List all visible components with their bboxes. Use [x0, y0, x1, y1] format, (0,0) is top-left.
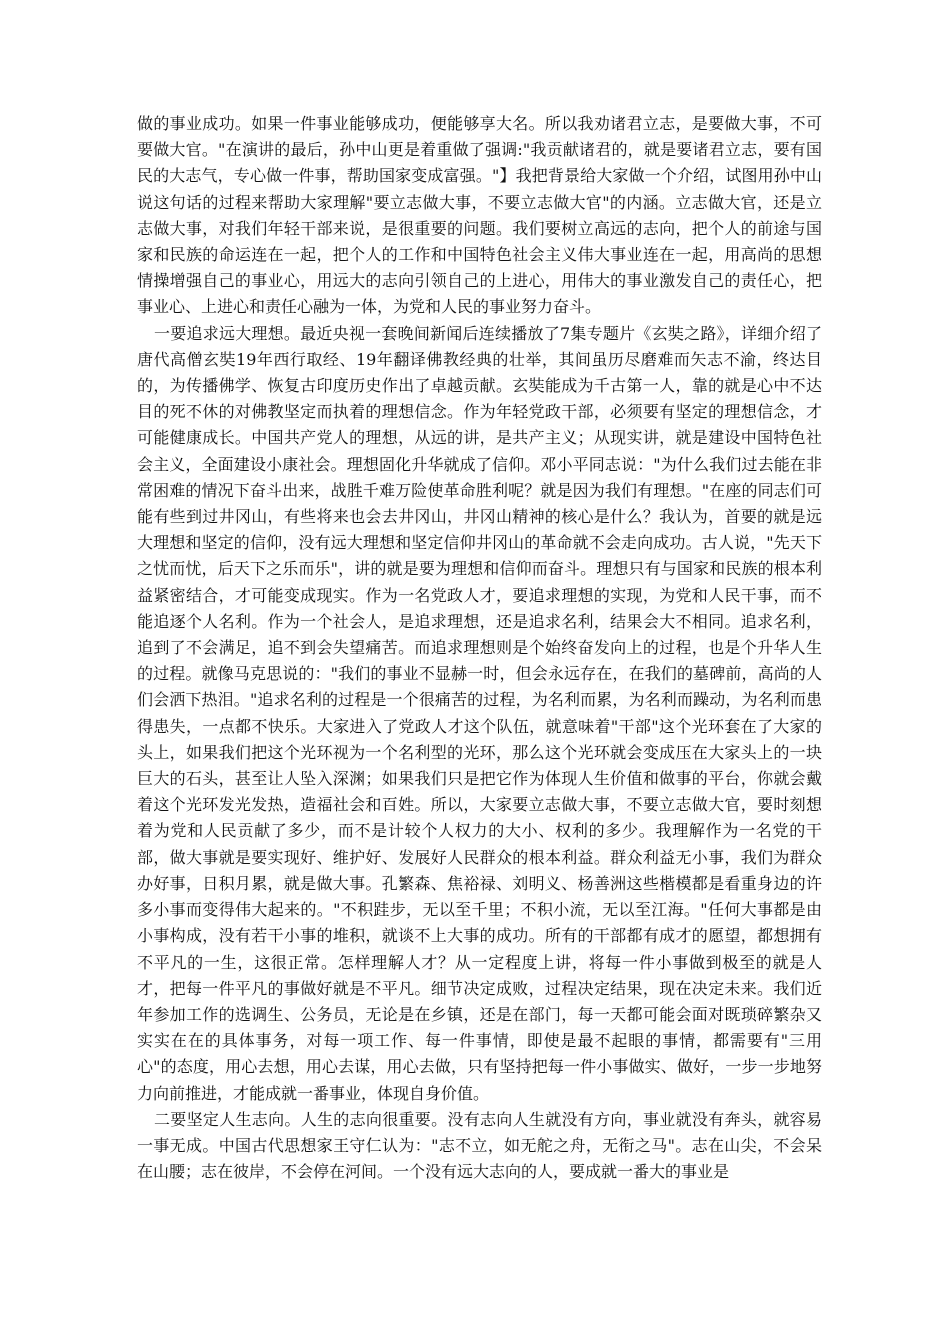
document-page	[137, 111, 822, 1185]
paragraph-firm-aspiration: 二要坚定人生志向。人生的志向很重要。没有志向人生就没有方向，事业就没有奔头，就容易一事无成。中国古代思想家王守仁认为："志不立，如无舵之舟，无衔之马"。志在山尖，不会呆在山腰；志在彼岸，不会停在河间。一个没有远大志向的人，要成就一番大的事业是	[137, 1109, 822, 1182]
paragraph-continuation: 做的事业成功。如果一件事业能够成功，便能够享大名。所以我劝诸君立志，是要做大事，不可要做大官。"在演讲的最后，孙中山更是着重做了强调:"我贡献诸君的，就是要诸君立志，要有国民的大志气，专心做一件事，帮助国家变成富强。"】我把背景给大家做一个介绍，试图用孙中山说这句话的过程来帮助大家理解"要立志做大事，不要立志做大官"的内涵。立志做大官，还是立志做大事，对我们年轻干部来说，是很重要的问题。我们要树立高远的志向，把个人的前途与国家和民族的命运连在一起，把个人的工作和中国特色社会主义伟大事业连在一起，用高尚的思想情操增强自己的事业心，用远大的志向引领自己的上进心，用伟大的事业激发自己的责任心，把事业心、上进心和责任心融为一体，为党和人民的事业努力奋斗。	[137, 114, 822, 317]
paragraph-pursue-ideals: 一要追求远大理想。最近央视一套晚间新闻后连续播放了7集专题片《玄奘之路》，详细介绍了唐代高僧玄奘19年西行取经、19年翻译佛教经典的壮举，其间虽历尽磨难而矢志不渝，终达目的，为传播佛学、恢复古印度历史作出了卓越贡献。玄奘能成为千古第一人，靠的就是心中不达目的死不休的对佛教坚定而执着的理想信念。作为年轻党政干部，必须要有坚定的理想信念，才可能健康成长。中国共产党人的理想，从远的讲，是共产主义；从现实讲，就是建设中国特色社会主义，全面建设小康社会。理想固化升华就成了信仰。邓小平同志说："为什么我们过去能在非常困难的情况下奋斗出来，战胜千难万险使革命胜利呢？就是因为我们有理想。"在座的同志们可能有些到过井冈山，有些将来也会去井冈山，井冈山精神的核心是什么？我认为，首要的就是远大理想和坚定的信仰，没有远大理想和坚定信仰井冈山的革命就不会走向成功。古人说，"先天下之忧而忧，后天下之乐而乐"，讲的就是要为理想和信仰而奋斗。理想只有与国家和民族的根本利益紧密结合，才可能变成现实。作为一名党政人才，要追求理想的实现，为党和人民干事，而不能追逐个人名利。作为一个社会人，是追求理想，还是追求名利，结果会大不相同。追求名利，追到了不会满足，追不到会失望痛苦。而追求理想则是个始终奋发向上的过程，也是个升华人生的过程。就像马克思说的："我们的事业不显赫一时，但会永远存在，在我们的墓碑前，高尚的人们会洒下热泪。"追求名利的过程是一个很痛苦的过程，为名利而累，为名利而躁动，为名利而患得患失，一点都不快乐。大家进入了党政人才这个队伍，就意味着"干部"这个光环套在了大家的头上，如果我们把这个光环视为一个名利型的光环，那么这个光环就会变成压在大家头上的一块巨大的石头，甚至让人坠入深渊；如果我们只是把它作为体现人生价值和做事的平台，你就会戴着这个光环发光发热，造福社会和百姓。所以，大家要立志做大事，不要立志做大官，要时刻想着为党和人民贡献了多少，而不是计较个人权力的大小、权利的多少。我理解作为一名党的干部，做大事就是要实现好、维护好、发展好人民群众的根本利益。群众利益无小事，我们为群众办好事，日积月累，就是做大事。孔繁森、焦裕禄、刘明义、杨善洲这些楷模都是看重身边的许多小事而变得伟大起来的。"不积跬步，无以至千里；不积小流，无以至江海。"任何大事都是由小事构成，没有若干小事的堆积，就谈不上大事的成功。所有的干部都有成才的愿望，都想拥有不平凡的一生，这很正常。怎样理解人才？从一定程度上讲，将每一件小事做到极至的就是人才，把每一件平凡的事做好就是不平凡。细节决定成败，过程决定结果，现在决定未来。我们近年参加工作的选调生、公务员，无论是在乡镇，还是在部门，每一天都可能会面对既琐碎繁杂又实实在在的具体事务，对每一项工作、每一件事情，即使是最不起眼的事情，都需要有"三用心"的态度，用心去想，用心去谋，用心去做，只有坚持把每一件小事做实、做好，一步一步地努力向前推进，才能成就一番事业，体现自身价值。	[137, 323, 822, 1103]
